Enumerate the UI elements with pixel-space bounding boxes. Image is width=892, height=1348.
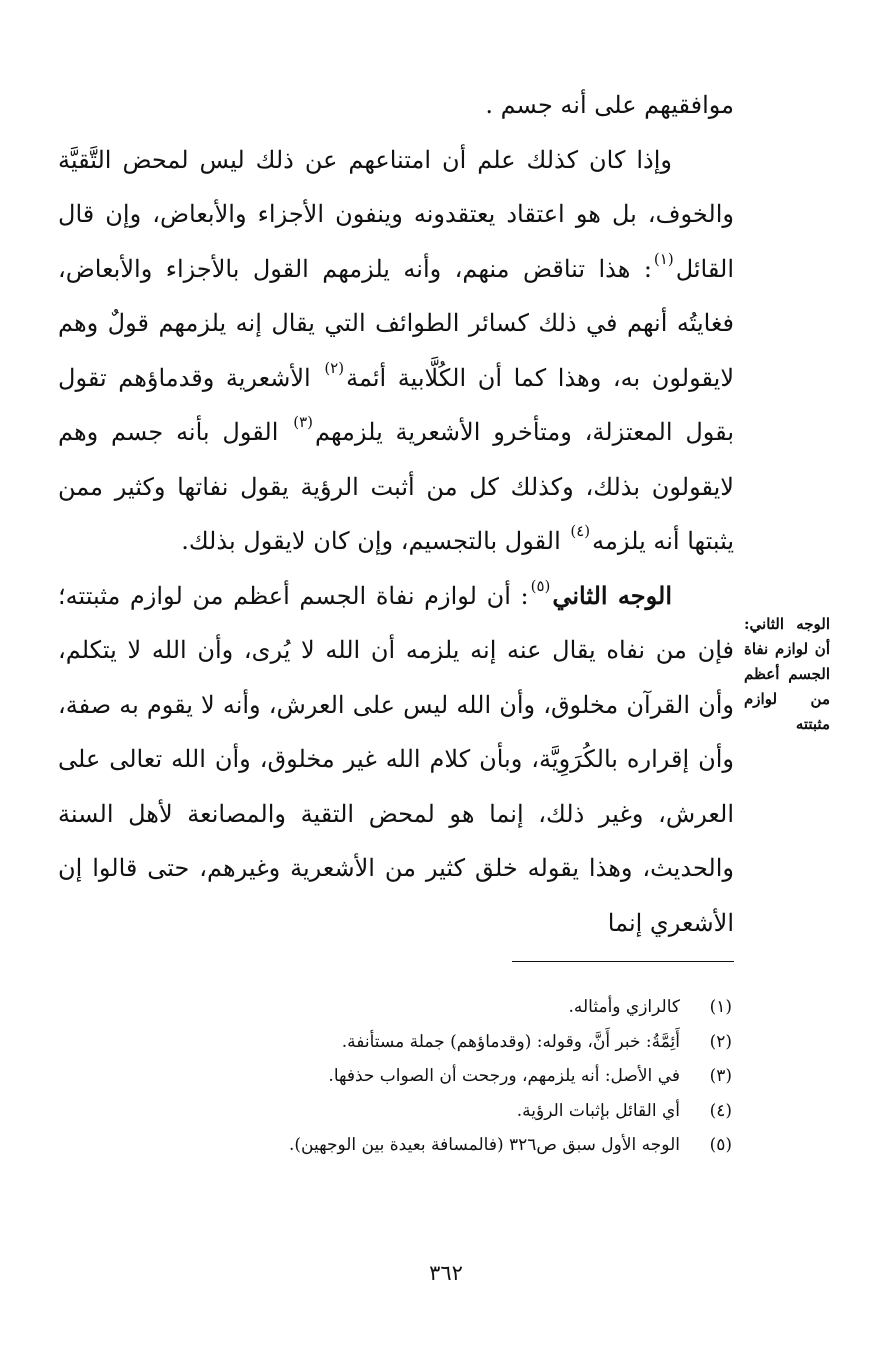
footnote-text: كالرازي وأمثاله. bbox=[568, 997, 680, 1017]
footnote-text: أي القائل بإثبات الرؤية. bbox=[516, 1100, 680, 1121]
footnote-ref-3[interactable]: (٣) bbox=[293, 413, 313, 432]
footnote-3 bbox=[72, 1059, 732, 1094]
footnotes bbox=[72, 990, 732, 1163]
main-text bbox=[58, 78, 734, 950]
footnote-4 bbox=[72, 1094, 732, 1129]
footnote-text: أَئِمَّةُ: خبر أَنَّ، وقوله: (وقدماؤهم) جملة مستأنفة. bbox=[341, 1031, 680, 1052]
margin-note: الوجه الثاني: أن لوازم نفاة الجسم أعظم من لوازم مثبتته bbox=[744, 615, 830, 733]
footnote-2 bbox=[72, 1025, 732, 1060]
footnote-number: (٤) bbox=[709, 1100, 732, 1121]
footnote-ref-1[interactable]: (١) bbox=[653, 249, 674, 268]
page-number: ٣٦٢ bbox=[429, 1261, 463, 1285]
footnote-ref-2[interactable]: (٢) bbox=[324, 358, 345, 377]
footnote-number: (٥) bbox=[709, 1135, 732, 1155]
paragraph-2 bbox=[58, 569, 734, 951]
paragraph-1 bbox=[58, 133, 734, 569]
footnote-divider bbox=[512, 961, 734, 962]
paragraph-1-part-5: القول بالتجسيم، وإن كان لايقول بذلك. bbox=[181, 527, 569, 555]
footnote-number: (١) bbox=[709, 997, 732, 1017]
footnote-5 bbox=[72, 1128, 732, 1163]
footnote-ref-5[interactable]: (٥) bbox=[530, 576, 551, 595]
footnote-1 bbox=[72, 990, 732, 1025]
section-heading-term: الوجه الثاني bbox=[552, 580, 672, 610]
paragraph-1-part-1: وإذا كان كذلك علم أن امتناعهم عن ذلك ليس لمحض التَّقيَّة والخوف، بل هو اعتقاد يعتقدونه وينفون الأجزاء والأبعاض، وإن قال القائل bbox=[58, 145, 734, 283]
paragraph-1-part-4: القول بأنه جسم وهم لايقولون بذلك، وكذلك كل من أثبت الرؤية يقول نفاتها وكثير ممن يثبتها أنه يلزمه bbox=[58, 418, 734, 555]
paragraph-continuation: موافقيهم على أنه جسم . bbox=[485, 91, 734, 119]
footnote-text: في الأصل: أنه يلزمهم، ورجحت أن الصواب حذفها. bbox=[328, 1066, 680, 1086]
footnote-number: (٣) bbox=[709, 1066, 732, 1086]
paragraph-2-text: : أن لوازم نفاة الجسم أعظم من لوازم مثبتته؛ فإن من نفاه يقال عنه إنه يلزمه أن الله لا يُرى، وأن الله لا يتكلم، وأن القرآن مخلوق، وأن الله ليس على العرش، وأنه لا يقوم به صفة، وأن إقراره بالكُرَوِيَّة، وبأن كلام الله غير مخلوق، وأن الله تعالى على العرش، وغير ذلك، إنما هو لمحض التقية والمصانعة لأهل السنة والحديث، وهذا يقوله خلق كثير من الأشعرية وغيرهم، حتى قالوا إن الأشعري إنما bbox=[58, 581, 735, 937]
footnote-number: (٢) bbox=[709, 1031, 732, 1052]
paragraph-1-part-2: : هذا تناقض منهم، وأنه يلزمهم القول بالأجزاء والأبعاض، فغايتُه أنهم في ذلك كسائر الطوائف التي يقال إنه يلزمهم قولٌ وهم لايقولون به، وهذا كما أن الكُلَّابية أئمة bbox=[58, 254, 735, 392]
footnote-text: الوجه الأول سبق ص٣٢٦ (فالمسافة بعيدة بين الوجهين). bbox=[289, 1135, 680, 1155]
footnote-ref-4[interactable]: (٤) bbox=[570, 522, 591, 541]
paragraph-1-part-3: الأشعرية وقدماؤهم تقول بقول المعتزلة، ومتأخرو الأشعرية يلزمهم bbox=[58, 363, 734, 446]
